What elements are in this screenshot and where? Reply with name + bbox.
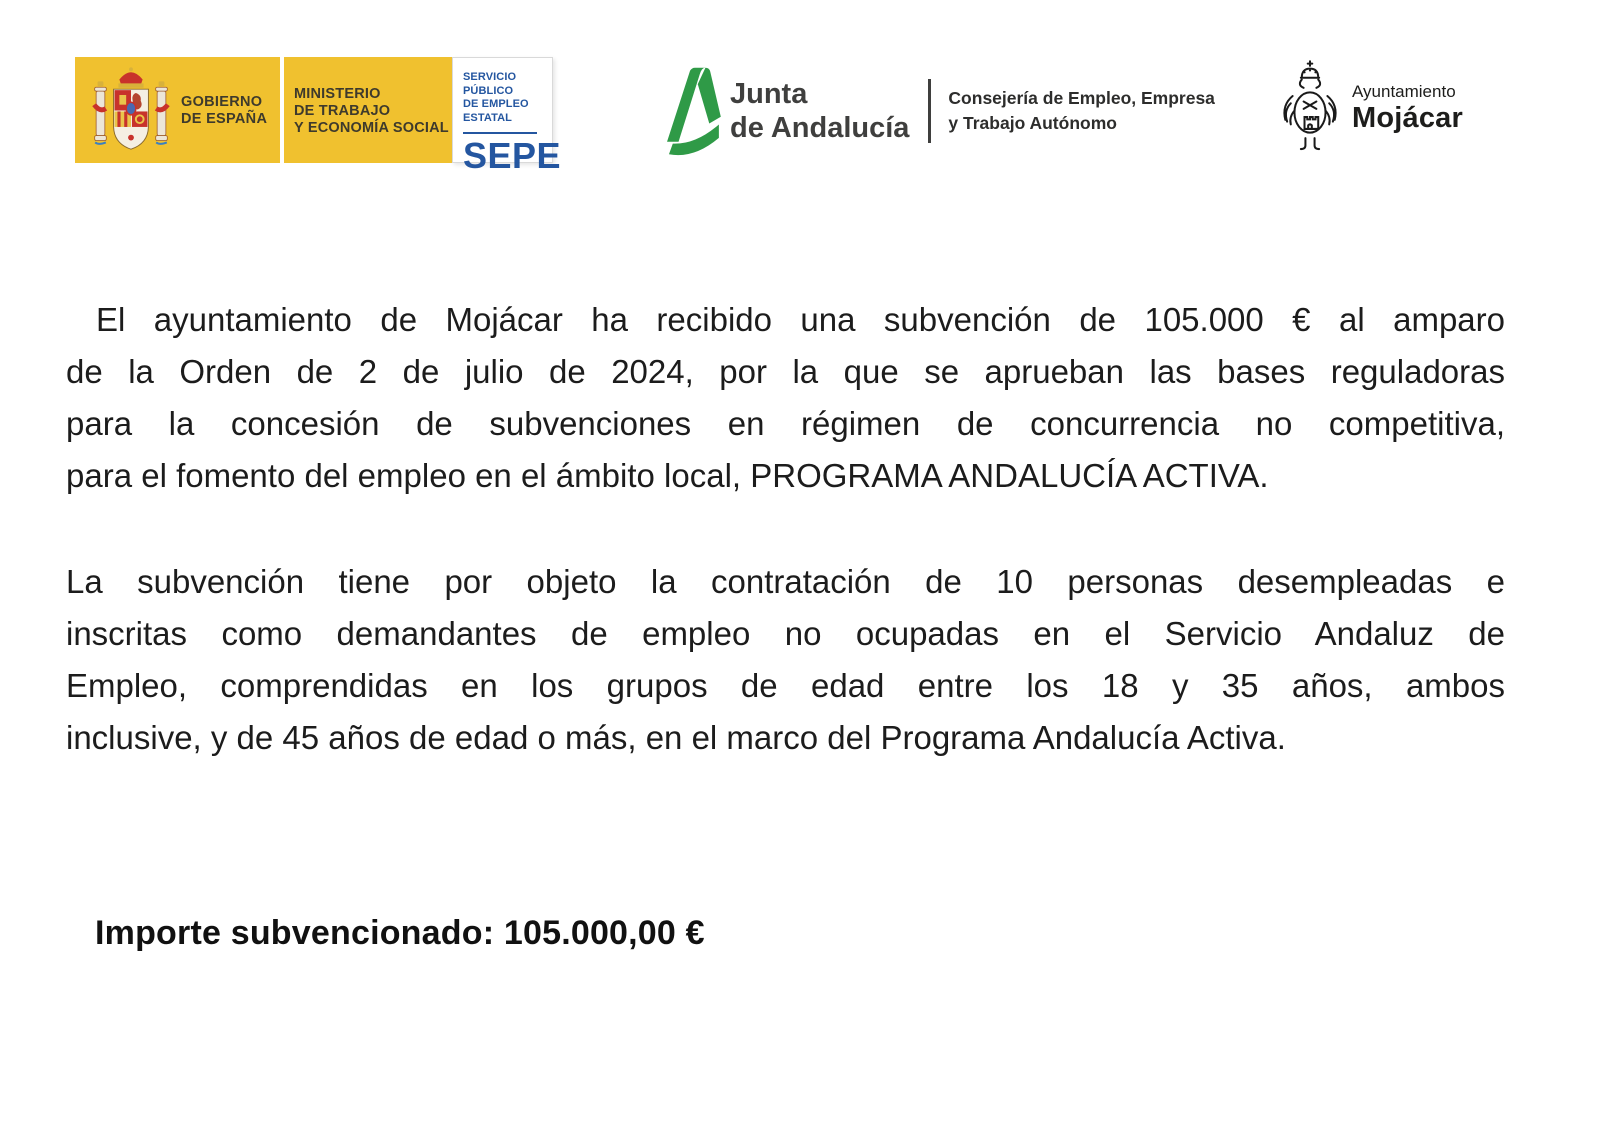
paragraph-1-line-1: El ayuntamiento de Mojácar ha recibido una subvención de 105.000 € al amparo <box>96 301 1505 338</box>
gobierno-line1: GOBIERNO <box>181 94 263 110</box>
gobierno-label <box>181 94 267 128</box>
consejeria-line2: y Trabajo Autónomo <box>948 113 1117 133</box>
junta-divider <box>928 79 931 143</box>
mojacar-logo <box>1278 59 1463 155</box>
junta-name <box>730 77 909 145</box>
logos-header <box>0 57 1600 176</box>
sepe-rule <box>463 132 537 134</box>
ministerio-line1: MINISTERIO <box>294 86 381 102</box>
ministerio-line3: Y ECONOMÍA SOCIAL <box>294 120 449 136</box>
junta-andalucia-logo <box>663 63 1215 159</box>
sepe-service-label <box>463 71 552 125</box>
sepe-service-line1: SERVICIO PÚBLICO <box>463 71 517 97</box>
junta-a-icon <box>663 63 721 159</box>
sepe-acronym: SEPE <box>463 135 562 176</box>
junta-name-line2: de Andalucía <box>730 112 910 144</box>
gobierno-yellow-band <box>75 57 452 163</box>
paragraph-2-line-4: inclusive, y de 45 años de edad o más, en el marco del Programa Andalucía Activa. <box>66 719 1286 756</box>
mojacar-ayuntamiento-label: Ayuntamiento <box>1352 81 1456 101</box>
gobierno-espana-logo <box>75 57 562 176</box>
paragraph-2-line-2: inscritas como demandantes de empleo no ocupadas en el Servicio Andaluz de <box>66 615 1505 652</box>
mojacar-label <box>1352 81 1463 134</box>
junta-name-line1: Junta <box>730 78 808 110</box>
gobierno-separator <box>280 57 284 163</box>
paragraph-1-line-4: para el fomento del empleo en el ámbito local, PROGRAMA ANDALUCÍA ACTIVA. <box>66 457 1269 494</box>
consejeria-line1: Consejería de Empleo, Empresa <box>948 88 1215 108</box>
paragraph-1 <box>66 294 1505 502</box>
importe-subvencionado-line: Importe subvencionado: 105.000,00 € <box>95 914 705 952</box>
paragraph-2-line-3: Empleo, comprendidas en los grupos de edad entre los 18 y 35 años, ambos <box>66 667 1505 704</box>
paragraph-1-line-2: de la Orden de 2 de julio de 2024, por la que se aprueban las bases reguladoras <box>66 353 1505 390</box>
spain-coat-of-arms-icon <box>91 64 171 156</box>
consejeria-label <box>948 86 1215 136</box>
paragraph-2 <box>66 556 1505 764</box>
ministerio-label <box>294 86 449 137</box>
mojacar-crest-icon <box>1278 59 1342 155</box>
paragraph-2-line-1: La subvención tiene por objeto la contratación de 10 personas desempleadas e <box>66 563 1505 600</box>
sepe-logo <box>452 57 562 176</box>
paragraph-1-line-3: para la concesión de subvenciones en régimen de concurrencia no competitiva, <box>66 405 1505 442</box>
gobierno-line2: DE ESPAÑA <box>181 111 268 127</box>
mojacar-name: Mojácar <box>1352 101 1463 134</box>
sepe-service-line2: DE EMPLEO ESTATAL <box>463 98 529 124</box>
ministerio-line2: DE TRABAJO <box>294 103 391 119</box>
